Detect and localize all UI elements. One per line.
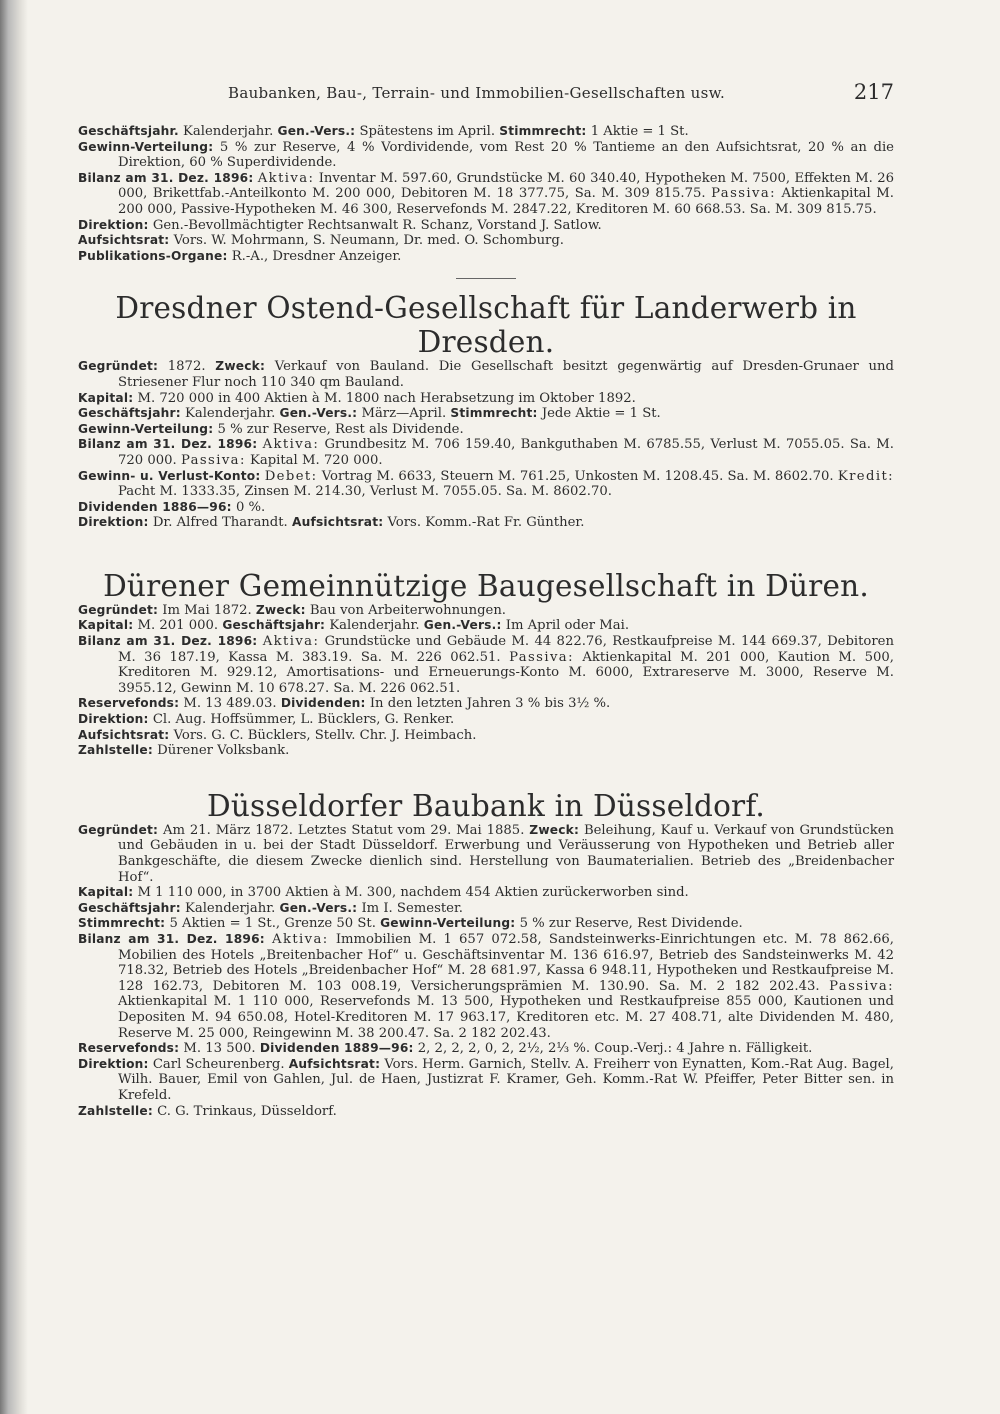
page-binding-edge — [0, 0, 28, 1414]
entry-line: Bilanz am 31. Dez. 1896: Aktiva: Grundstücke und Gebäude M. 44 822.76, Restkaufpreise M. 144 669.37, Debitoren M. 36 187.19, Kassa M. 383.19. Sa. M. 226 062.51. Passiva: Aktienkapital M. 201 000, Kaution M. 500, Kreditoren M. 929.12, Amortisations- und Erneuerungs-Konto M. 6000, Extrareserve M. 3000, Reserve M. 3955.12, Gewinn M. 10 678.27. Sa. M. 226 062.51. — [78, 634, 894, 696]
entry-line: Dividenden 1886—96: 0 %. — [78, 499, 266, 515]
entry-line: Gegründet: 1872. Zweck: Verkauf von Bauland. Die Gesellschaft besitzt gegenwärtig auf Dresden-Grunaer und Striesener Flur noch 110 340 qm Bauland. — [78, 359, 894, 390]
page-content — [78, 124, 894, 1119]
entry-line: Reservefonds: M. 13 500. Dividenden 1889—96: 2, 2, 2, 2, 0, 2, 2½, 2⅓ %. Coup.-Verj.: 4 Jahre n. Fälligkeit. — [78, 1041, 813, 1057]
entry-line: Zahlstelle: C. G. Trinkaus, Düsseldorf. — [78, 1103, 337, 1119]
entry-line: Stimmrecht: 5 Aktien = 1 St., Grenze 50 St. Gewinn-Verteilung: 5 % zur Reserve, Rest Dividende. — [78, 916, 743, 932]
entry-line: Geschäftsjahr: Kalenderjahr. Gen.-Vers.: Im I. Semester. — [78, 900, 464, 916]
entry-line: Gegründet: Im Mai 1872. Zweck: Bau von Arbeiterwohnungen. — [78, 602, 507, 618]
entry-line: Bilanz am 31. Dez. 1896: Aktiva: Inventar M. 597.60, Grundstücke M. 60 340.40, Hypotheken M. 7500, Effekten M. 26 000, Brikettfab.-Anteilkonto M. 200 000, Debitoren M. 18 377.75, Sa. M. 309 815.75. Passiva: Aktienkapital M. 200 000, Passive-Hypotheken M. 46 300, Reservefonds M. 2847.22, Kreditoren M. 60 668.53. Sa. M. 309 815.75. — [78, 170, 894, 217]
entry-line: Kapital: M. 720 000 in 400 Aktien à M. 1800 nach Herabsetzung im Oktober 1892. — [78, 390, 636, 406]
entry-line: Direktion: Dr. Alfred Tharandt. Aufsichtsrat: Vors. Komm.-Rat Fr. Günther. — [78, 515, 585, 531]
entry-line: Bilanz am 31. Dez. 1896: Aktiva: Grundbesitz M. 706 159.40, Bankguthaben M. 6785.55, Verlust M. 7055.05. Sa. M. 720 000. Passiva: Kapital M. 720 000. — [78, 437, 894, 468]
entry-line: Aufsichtsrat: Vors. G. C. Bücklers, Stellv. Chr. J. Heimbach. — [78, 727, 477, 743]
company-entry — [78, 789, 894, 1119]
page-header — [78, 80, 894, 110]
entry-line: Zahlstelle: Dürener Volksbank. — [78, 743, 290, 759]
entry-line: Reservefonds: M. 13 489.03. Dividenden: In den letzten Jahren 3 % bis 3½ %. — [78, 696, 611, 712]
company-title: Dresdner Ostend-Gesellschaft für Landerwerb in Dresden. — [115, 291, 857, 360]
section-divider — [456, 278, 516, 279]
running-title: Baubanken, Bau-, Terrain- und Immobilien-Gesellschaften usw. — [228, 84, 726, 102]
entry-line: Direktion: Carl Scheurenberg. Aufsichtsrat: Vors. Herm. Garnich, Stellv. A. Freiherr von Eynatten, Kom.-Rat Aug. Bagel, Wilh. Bauer, Emil von Gahlen, Jul. de Haen, Justizrat F. Kramer, Geh. Komm.-Rat W. Pfeiffer, Peter Bitter sen. in Krefeld. — [78, 1056, 894, 1103]
entry-line: Kapital: M 1 110 000, in 3700 Aktien à M. 300, nachdem 454 Aktien zurückerworben sind. — [78, 885, 689, 901]
company-title: Düsseldorfer Baubank in Düsseldorf. — [206, 788, 766, 823]
company-title: Dürener Gemeinnützige Baugesellschaft in Düren. — [103, 568, 869, 603]
entry-line: Gewinn-Verteilung: 5 % zur Reserve, 4 % Vordividende, vom Rest 20 % Tantieme an den Aufsichtsrat, 20 % an die Direktion, 60 % Superdividende. — [78, 139, 894, 171]
company-entry — [78, 569, 894, 759]
entry-line: Gewinn- u. Verlust-Konto: Debet: Vortrag M. 6633, Steuern M. 761.25, Unkosten M. 1208.45. Sa. M. 8602.70. Kredit: Pacht M. 1333.35, Zinsen M. 214.30, Verlust M. 7055.05. Sa. M. 8602.70. — [78, 468, 895, 500]
section-spacer — [78, 759, 894, 789]
section-spacer — [78, 531, 894, 569]
page-number: 217 — [853, 80, 894, 104]
entry-line: Gewinn-Verteilung: 5 % zur Reserve, Rest als Dividende. — [78, 421, 464, 437]
entry-line: Geschäftsjahr. Kalenderjahr. Gen.-Vers.: Spätestens im April. Stimmrecht: 1 Aktie = 1 St. — [78, 124, 689, 139]
company-entry — [78, 291, 894, 531]
entry-line: Direktion: Gen.-Bevollmächtigter Rechtsanwalt R. Schanz, Vorstand J. Satlow. — [78, 217, 602, 233]
entry-line: Bilanz am 31. Dez. 1896: Aktiva: Immobilien M. 1 657 072.58, Sandsteinwerks-Einrichtungen etc. M. 78 862.66, Mobilien des Hotels „Breitenbacher Hof“ u. Geschäftsinventar M. 136 616.97, Betrieb des Sandsteinwerks M. 42 718.32, Betrieb des Hotels „Breidenbacher Hof“ M. 28 681.97, Kassa 6 948.11, Hypotheken und Restkaufpreise M. 128 162.73, Debitoren M. 103 008.19, Versicherungsprämien M. 130.90. Sa. M. 2 182 202.43. Passiva: Aktienkapital M. 1 110 000, Reservefonds M. 13 500, Hypotheken und Restkaufpreise 855 000, Kautionen und Depositen M. 94 650.08, Hotel-Kreditoren M. 17 963.17, Kreditoren etc. M. 27 408.71, alte Dividenden M. 480, Reserve M. 25 000, Reingewinn M. 38 200.47. Sa. 2 182 202.43. — [78, 931, 894, 1041]
entry-line: Geschäftsjahr: Kalenderjahr. Gen.-Vers.: März—April. Stimmrecht: Jede Aktie = 1 St. — [78, 406, 661, 422]
entry-continued — [78, 124, 894, 264]
entry-line: Gegründet: Am 21. März 1872. Letztes Statut vom 29. Mai 1885. Zweck: Beleihung, Kauf u. Verkauf von Grundstücken und Gebäuden in u. bei der Stadt Düsseldorf. Erwerbung und Veräusserung von Hypotheken und Betrieb aller Bankgeschäfte, die diesem Zwecke dienlich sind. Herstellung von Baumaterialien. Betrieb des „Breidenbacher Hof“. — [78, 822, 894, 885]
entry-line: Publikations-Organe: R.-A., Dresdner Anzeiger. — [78, 248, 402, 264]
entry-line: Direktion: Cl. Aug. Hoffsümmer, L. Bücklers, G. Renker. — [78, 712, 455, 728]
entry-line: Kapital: M. 201 000. Geschäftsjahr: Kalenderjahr. Gen.-Vers.: Im April oder Mai. — [78, 618, 630, 634]
entry-line: Aufsichtsrat: Vors. W. Mohrmann, S. Neumann, Dr. med. O. Schomburg. — [78, 233, 564, 249]
